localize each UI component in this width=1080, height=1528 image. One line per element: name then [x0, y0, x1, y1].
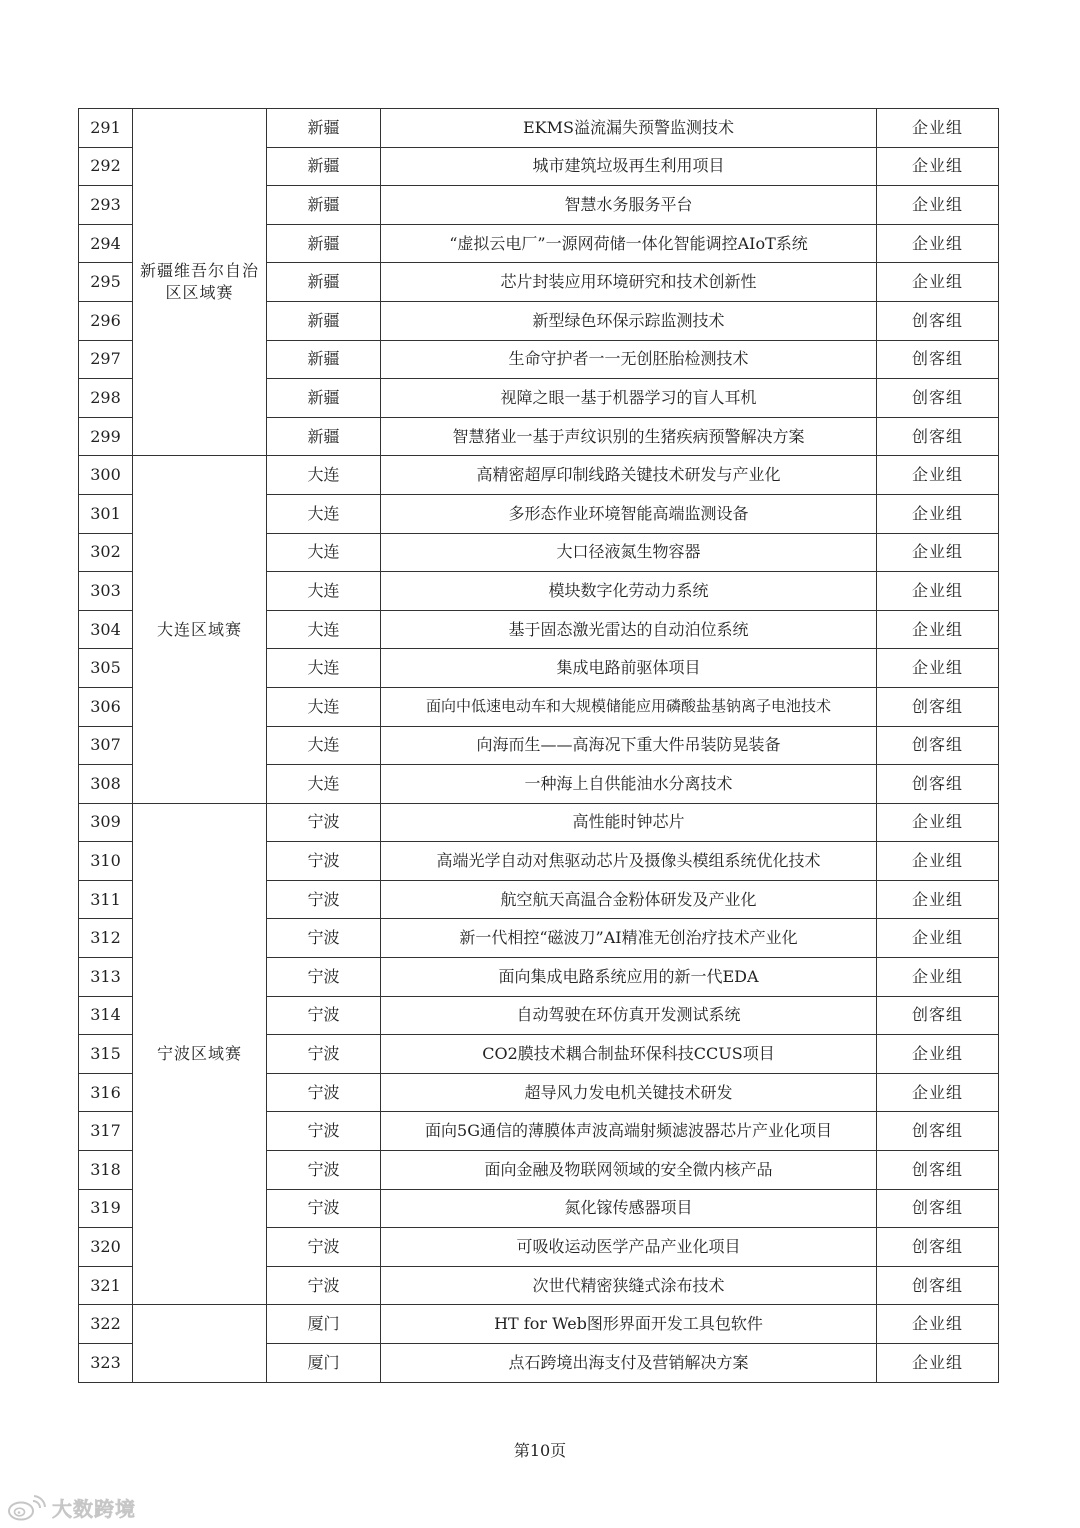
group-type: 企业组	[877, 533, 999, 572]
weibo-logo-icon	[6, 1494, 46, 1522]
city-name: 宁波	[267, 842, 381, 881]
group-type: 企业组	[877, 803, 999, 842]
project-name: 高性能时钟芯片	[381, 803, 877, 842]
project-name: EKMS溢流漏失预警监测技术	[381, 109, 877, 148]
city-name: 新疆	[267, 263, 381, 302]
watermark	[6, 1493, 136, 1522]
row-number: 302	[79, 533, 133, 572]
city-name: 宁波	[267, 1266, 381, 1305]
row-number: 321	[79, 1266, 133, 1305]
city-name: 宁波	[267, 1112, 381, 1151]
city-name: 大连	[267, 456, 381, 495]
row-number: 317	[79, 1112, 133, 1151]
city-name: 新疆	[267, 109, 381, 148]
row-number: 315	[79, 1035, 133, 1074]
group-type: 企业组	[877, 610, 999, 649]
project-name: 集成电路前驱体项目	[381, 649, 877, 688]
project-name: 视障之眼一基于机器学习的盲人耳机	[381, 379, 877, 418]
group-type: 企业组	[877, 649, 999, 688]
project-name: 多形态作业环境智能高端监测设备	[381, 494, 877, 533]
row-number: 320	[79, 1228, 133, 1267]
city-name: 宁波	[267, 996, 381, 1035]
group-type: 创客组	[877, 765, 999, 804]
city-name: 大连	[267, 649, 381, 688]
project-name: 城市建筑垃圾再生利用项目	[381, 147, 877, 186]
row-number: 292	[79, 147, 133, 186]
region-name: 大连区域赛	[133, 456, 267, 803]
city-name: 宁波	[267, 1151, 381, 1190]
table-row	[79, 803, 999, 842]
city-name: 新疆	[267, 379, 381, 418]
row-number: 323	[79, 1344, 133, 1383]
group-type: 企业组	[877, 109, 999, 148]
row-number: 311	[79, 880, 133, 919]
city-name: 大连	[267, 765, 381, 804]
project-name: 超导风力发电机关键技术研发	[381, 1073, 877, 1112]
row-number: 308	[79, 765, 133, 804]
group-type: 创客组	[877, 301, 999, 340]
row-number: 293	[79, 186, 133, 225]
project-name: 模块数字化劳动力系统	[381, 572, 877, 611]
project-name: 可吸收运动医学产品产业化项目	[381, 1228, 877, 1267]
city-name: 新疆	[267, 417, 381, 456]
group-type: 创客组	[877, 726, 999, 765]
results-table	[78, 108, 999, 1383]
project-name: 氮化镓传感器项目	[381, 1189, 877, 1228]
group-type: 创客组	[877, 687, 999, 726]
city-name: 大连	[267, 687, 381, 726]
results-table-container	[78, 108, 998, 1383]
region-name: 新疆维吾尔自治区区域赛	[133, 109, 267, 456]
city-name: 宁波	[267, 958, 381, 997]
row-number: 291	[79, 109, 133, 148]
group-type: 企业组	[877, 186, 999, 225]
city-name: 宁波	[267, 880, 381, 919]
project-name: HT for Web图形界面开发工具包软件	[381, 1305, 877, 1344]
row-number: 316	[79, 1073, 133, 1112]
row-number: 306	[79, 687, 133, 726]
project-name: 生命守护者一一无创胚胎检测技术	[381, 340, 877, 379]
project-name: CO2膜技术耦合制盐环保科技CCUS项目	[381, 1035, 877, 1074]
group-type: 企业组	[877, 919, 999, 958]
group-type: 企业组	[877, 842, 999, 881]
group-type: 创客组	[877, 379, 999, 418]
project-name: 面向集成电路系统应用的新一代EDA	[381, 958, 877, 997]
row-number: 310	[79, 842, 133, 881]
group-type: 创客组	[877, 340, 999, 379]
group-type: 企业组	[877, 147, 999, 186]
city-name: 新疆	[267, 224, 381, 263]
city-name: 新疆	[267, 186, 381, 225]
project-name: 航空航天高温合金粉体研发及产业化	[381, 880, 877, 919]
row-number: 298	[79, 379, 133, 418]
city-name: 宁波	[267, 1035, 381, 1074]
row-number: 299	[79, 417, 133, 456]
region-name	[133, 1305, 267, 1382]
page-number: 第10页	[513, 1441, 567, 1460]
city-name: 宁波	[267, 919, 381, 958]
table-row	[79, 456, 999, 495]
group-type: 企业组	[877, 572, 999, 611]
project-name: 次世代精密狭缝式涂布技术	[381, 1266, 877, 1305]
group-type: 创客组	[877, 1266, 999, 1305]
row-number: 295	[79, 263, 133, 302]
row-number: 309	[79, 803, 133, 842]
table-body	[79, 109, 999, 1383]
city-name: 厦门	[267, 1344, 381, 1383]
group-type: 创客组	[877, 1228, 999, 1267]
project-name: “虚拟云电厂”一源网荷储一体化智能调控AIoT系统	[381, 224, 877, 263]
table-row	[79, 109, 999, 148]
row-number: 294	[79, 224, 133, 263]
row-number: 314	[79, 996, 133, 1035]
project-name: 点石跨境出海支付及营销解决方案	[381, 1344, 877, 1383]
project-name: 智慧猪业一基于声纹识别的生猪疾病预警解决方案	[381, 417, 877, 456]
group-type: 企业组	[877, 1035, 999, 1074]
region-name: 宁波区域赛	[133, 803, 267, 1305]
city-name: 大连	[267, 572, 381, 611]
project-name: 面向金融及物联网领域的安全微内核产品	[381, 1151, 877, 1190]
row-number: 297	[79, 340, 133, 379]
group-type: 企业组	[877, 880, 999, 919]
project-name: 新型绿色环保示踪监测技术	[381, 301, 877, 340]
project-name: 智慧水务服务平台	[381, 186, 877, 225]
row-number: 319	[79, 1189, 133, 1228]
project-name: 面向中低速电动车和大规模储能应用磷酸盐基钠离子电池技术	[381, 687, 877, 726]
city-name: 大连	[267, 610, 381, 649]
group-type: 创客组	[877, 996, 999, 1035]
row-number: 307	[79, 726, 133, 765]
row-number: 305	[79, 649, 133, 688]
group-type: 企业组	[877, 1073, 999, 1112]
city-name: 大连	[267, 726, 381, 765]
group-type: 企业组	[877, 456, 999, 495]
city-name: 宁波	[267, 1189, 381, 1228]
row-number: 303	[79, 572, 133, 611]
project-name: 芯片封装应用环境研究和技术创新性	[381, 263, 877, 302]
project-name: 自动驾驶在环仿真开发测试系统	[381, 996, 877, 1035]
project-name: 面向5G通信的薄膜体声波高端射频滤波器芯片产业化项目	[381, 1112, 877, 1151]
row-number: 313	[79, 958, 133, 997]
city-name: 新疆	[267, 301, 381, 340]
project-name: 基于固态激光雷达的自动泊位系统	[381, 610, 877, 649]
city-name: 大连	[267, 494, 381, 533]
row-number: 318	[79, 1151, 133, 1190]
city-name: 大连	[267, 533, 381, 572]
group-type: 创客组	[877, 1189, 999, 1228]
row-number: 300	[79, 456, 133, 495]
group-type: 企业组	[877, 958, 999, 997]
project-name: 向海而生——高海况下重大件吊装防晃装备	[381, 726, 877, 765]
table-row	[79, 1305, 999, 1344]
watermark-text: 大数跨境	[52, 1497, 136, 1521]
group-type: 创客组	[877, 1151, 999, 1190]
group-type: 创客组	[877, 417, 999, 456]
city-name: 宁波	[267, 1228, 381, 1267]
city-name: 宁波	[267, 803, 381, 842]
group-type: 企业组	[877, 1305, 999, 1344]
row-number: 301	[79, 494, 133, 533]
project-name: 新一代相控“磁波刀”AI精准无创治疗技术产业化	[381, 919, 877, 958]
project-name: 高精密超厚印制线路关键技术研发与产业化	[381, 456, 877, 495]
city-name: 新疆	[267, 340, 381, 379]
row-number: 296	[79, 301, 133, 340]
row-number: 304	[79, 610, 133, 649]
group-type: 企业组	[877, 494, 999, 533]
city-name: 新疆	[267, 147, 381, 186]
city-name: 厦门	[267, 1305, 381, 1344]
group-type: 创客组	[877, 1112, 999, 1151]
row-number: 322	[79, 1305, 133, 1344]
project-name: 大口径液氮生物容器	[381, 533, 877, 572]
project-name: 一种海上自供能油水分离技术	[381, 765, 877, 804]
group-type: 企业组	[877, 224, 999, 263]
city-name: 宁波	[267, 1073, 381, 1112]
group-type: 企业组	[877, 263, 999, 302]
row-number: 312	[79, 919, 133, 958]
project-name: 高端光学自动对焦驱动芯片及摄像头模组系统优化技术	[381, 842, 877, 881]
group-type: 企业组	[877, 1344, 999, 1383]
